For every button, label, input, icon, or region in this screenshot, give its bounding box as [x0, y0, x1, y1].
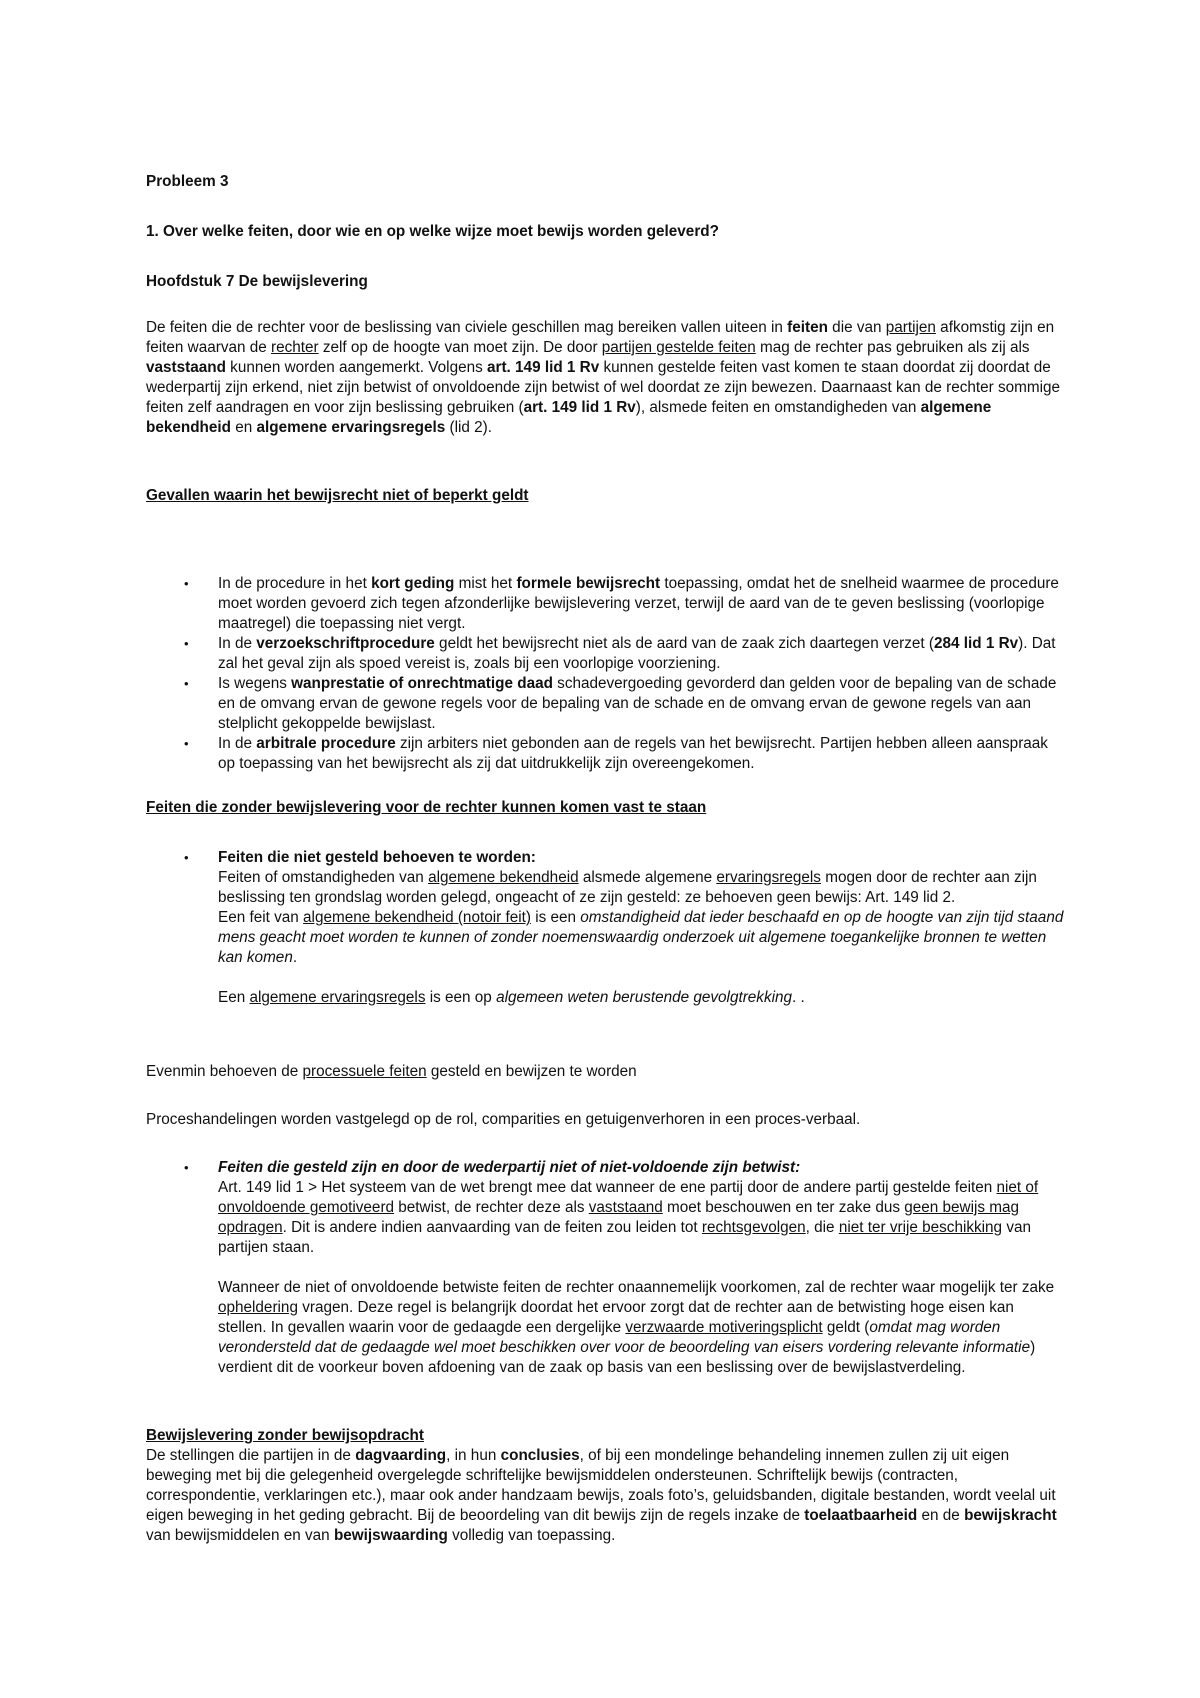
- bullet-icon: •: [184, 1160, 189, 1175]
- list-item: • In de arbitrale procedure zijn arbiters niet gebonden aan de regels van het bewijsrecht. Partijen hebben alleen aanspraak op toepassing van het bewijsrecht als zij dat uitdrukkelijk zijn overeengekomen.: [184, 735, 1048, 772]
- section-heading-exceptions: Gevallen waarin het bewijsrecht niet of beperkt geldt: [146, 487, 529, 504]
- list-item: • In de procedure in het kort geding mist het formele bewijsrecht toepassing, omdat het de snelheid waarmee de procedure moet worden gevoerd zich tegen afzonderlijke bewijslevering verzet, terwijl de aard van de te geven beslissing (voorlopige maatregel) die toepassing niet vergt.: [184, 575, 1059, 632]
- chapter-heading: Hoofdstuk 7 De bewijslevering: [146, 273, 368, 290]
- bullet-icon: •: [184, 676, 189, 691]
- processual-facts-paragraph: Evenmin behoeven de processuele feiten gesteld en bewijzen te worden: [146, 1063, 637, 1080]
- section-heading-facts: Feiten die zonder bewijslevering voor de rechter kunnen komen vast te staan: [146, 799, 707, 816]
- exceptions-list: [146, 574, 1066, 774]
- list-item: • Is wegens wanprestatie of onrechtmatige daad schadevergoeding gevorderd dan gelden voor de bepaling van de schade en de omvang ervan de gewone regels voor de bepaling van de schade en de omvang ervan de gewone regels van aan stelplicht gekoppelde bewijslast.: [184, 675, 1057, 732]
- evidence-paragraph: De stellingen die partijen in de dagvaarding, in hun conclusies, of bij een mondelinge behandeling innemen zullen zij uit eigen beweging met bij die gelegenheid overgelegde schriftelijke bewijsmiddelen ondersteunen. Schriftelijk bewijs (contracten, correspondentie, verklaringen etc.), maar ook ander handzaam bewijs, zoals foto’s, geluidsbanden, digitale bestanden, wordt veelal uit eigen beweging in het geding gebracht. Bij de beoordeling van dit bewijs zijn de regels inzake de toelaatbaarheid en de bewijskracht van bewijsmiddelen en van bewijswaarding volledig van toepassing.: [146, 1447, 1057, 1544]
- facts-list-1: [146, 848, 1066, 1008]
- bullet-icon: •: [184, 576, 189, 591]
- bullet-icon: •: [184, 736, 189, 751]
- item-title: Feiten die niet gesteld behoeven te worden:: [218, 849, 536, 866]
- list-item: • Feiten die gesteld zijn en door de wederpartij niet of niet-voldoende zijn betwist: Art. 149 lid 1 > Het systeem van de wet brengt mee dat wanneer de ene partij door de andere partij gestelde feiten niet of onvoldoende gemotiveerd betwist, de rechter deze als vaststaand moet beschouwen en ter zake dus geen bewijs mag opdragen. Dit is andere indien aanvaarding van de feiten zou leiden tot rechtsgevolgen, die niet ter vrije beschikking van partijen staan. Wanneer de niet of onvoldoende betwiste feiten de rechter onaannemelijk voorkomen, zal de rechter waar mogelijk ter zake opheldering vragen. Deze regel is belangrijk doordat het ervoor zorgt dat de rechter aan de betwisting hoge eisen kan stellen. In gevallen waarin voor de gedaagde een dergelijke verzwaarde motiveringsplicht geldt (omdat mag worden verondersteld dat de gedaagde wel moet beschikken over voor de beoordeling van eisers vordering relevante informatie) verdient dit de voorkeur boven afdoening van de zaak op basis van een beslissing over de bewijslastverdeling.: [184, 1159, 1055, 1376]
- document-body: [146, 0, 1066, 1698]
- proceedings-paragraph: Proceshandelingen worden vastgelegd op de rol, comparities en getuigenverhoren in een proces-verbaal.: [146, 1111, 861, 1128]
- bullet-icon: •: [184, 636, 189, 651]
- question-heading: 1. Over welke feiten, door wie en op welke wijze moet bewijs worden geleverd?: [146, 223, 719, 240]
- document-title: Probleem 3: [146, 173, 229, 190]
- list-item: • Feiten die niet gesteld behoeven te worden: Feiten of omstandigheden van algemene bekendheid alsmede algemene ervaringsregels mogen door de rechter aan zijn beslissing ten grondslag worden gelegd, ongeacht of ze zijn gesteld: ze behoeven geen bewijs: Art. 149 lid 2. Een feit van algemene bekendheid (notoir feit) is een omstandigheid dat ieder beschaafd en op de hoogte van zijn tijd staand mens geacht moet worden te kunnen of zonder noemenswaardig onderzoek uit algemene toegankelijke bronnen te wetten kan komen. Een algemene ervaringsregels is een op algemeen weten berustende gevolgtrekking. .: [184, 849, 1064, 1006]
- list-item: • In de verzoekschriftprocedure geldt het bewijsrecht niet als de aard van de zaak zich daartegen verzet (284 lid 1 Rv). Dat zal het geval zijn als spoed vereist is, zoals bij een voorlopige voorziening.: [184, 635, 1056, 672]
- item-title: Feiten die gesteld zijn en door de wederpartij niet of niet-voldoende zijn betwist:: [218, 1159, 801, 1176]
- intro-paragraph: De feiten die de rechter voor de beslissing van civiele geschillen mag bereiken vallen uiteen in feiten die van partijen afkomstig zijn en feiten waarvan de rechter zelf op de hoogte van moet zijn. De door partijen gestelde feiten mag de rechter pas gebruiken als zij als vaststaand kunnen worden aangemerkt. Volgens art. 149 lid 1 Rv kunnen gestelde feiten vast komen te staan doordat zij doordat de wederpartij zijn erkend, niet zijn betwist of onvoldoende zijn betwist of wel doordat ze zijn bewezen. Daarnaast kan de rechter sommige feiten zelf aandragen en voor zijn beslissing gebruiken (art. 149 lid 1 Rv), alsmede feiten en omstandigheden van algemene bekendheid en algemene ervaringsregels (lid 2).: [146, 319, 1061, 436]
- bullet-icon: •: [184, 850, 189, 865]
- section-heading-evidence: Bewijslevering zonder bewijsopdracht: [146, 1427, 424, 1444]
- facts-list-2: [146, 1158, 1066, 1378]
